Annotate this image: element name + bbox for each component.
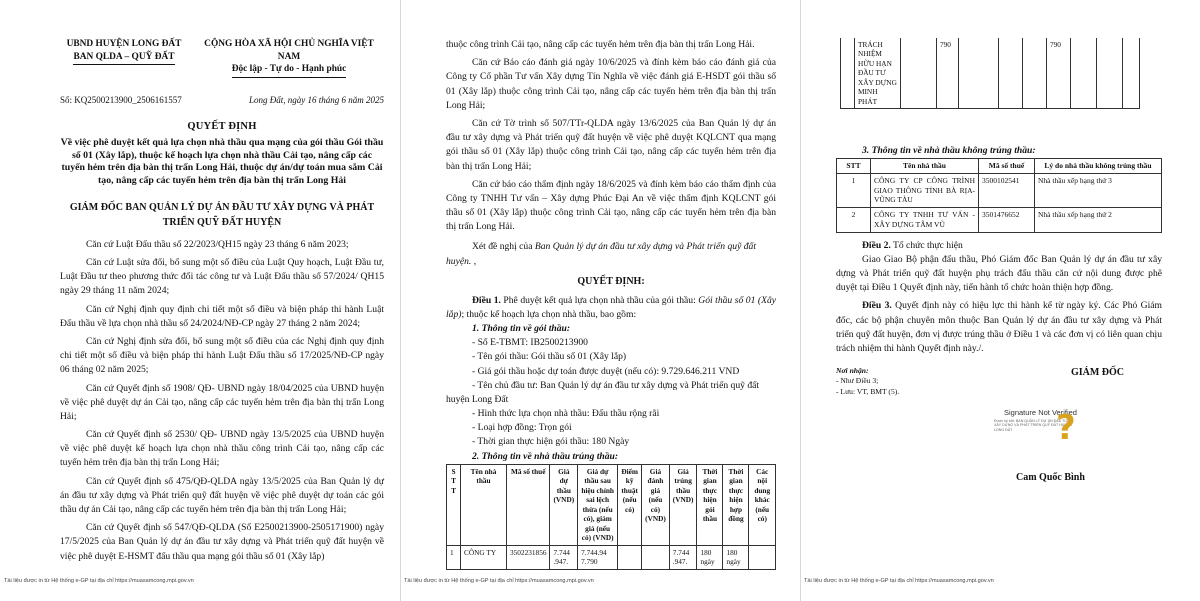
table-cell: 3501476652 — [979, 208, 1035, 233]
legal-basis: Căn cứ Quyết định số 475/QĐ-QLDA ngày 13/5/2025 của Ban Quản lý dự án đầu tư xây dựng và Phát triển quỹ đất huyện về việc phê duyệt dự toán các gói thầu dự án Cải tạo, nâng cấp các tuyến hẻm trên địa bàn thị trấn Long Hải; — [60, 475, 384, 516]
decision-heading: QUYẾT ĐỊNH: — [577, 275, 645, 287]
tender-info-item: - Tên chủ đầu tư: Ban Quản lý dự án đầu tư xây dựng và Phát triển quỹ đất huyện Long Đất — [446, 379, 760, 405]
article-2-body: Giao Giao Bộ phận đấu thầu, Phó Giám đốc Ban Quản lý dự án đầu tư xây dựng và Phát triển quỹ đất huyện phụ trách đấu thầu căn cứ nội dung được phê duyệt tại Điều 1 Quyết định này, tiến hành tổ chức hoàn thiện hợp đồng. — [836, 253, 1162, 294]
article-1: Điều 1. Phê duyệt kết quả lựa chọn nhà thầu của gói thầu: Gói thầu số 01 (Xây lắp); thuộc kế hoạch lựa chọn nhà thầu, bao gồm: — [446, 294, 777, 320]
signature-status: Signature Not Verified — [1004, 407, 1077, 417]
table-cell: 1 — [447, 545, 461, 569]
section-3-title: 3. Thông tin về nhà thầu không trúng thầu: — [862, 145, 1036, 156]
table-header: Giá trúng thầu (VND) — [669, 464, 697, 545]
table-header-row — [837, 159, 1162, 174]
intro-paragraph: Căn cứ báo cáo thẩm định ngày 18/6/2025 và đính kèm báo cáo thẩm định của Công ty TNHH Tư vấn – Xây dựng Phúc Đại An về việc thẩm định KQLCNT gói thầu số 01 (Xây lắp) thuộc công trình Cải tạo, nâng cấp các tuyến hẻm trên địa bàn thị trấn Long Hải. — [446, 178, 776, 233]
table-cell: CÔNG TY — [461, 545, 507, 569]
table-header-row — [447, 464, 776, 545]
table-cell — [642, 545, 670, 569]
recipient-item: - Như Điều 3; — [836, 376, 879, 386]
recipients-title: Nơi nhận: — [836, 366, 869, 376]
table-header: Thời gian thực hiện hợp đồng — [723, 464, 749, 545]
national-motto: CỘNG HÒA XÃ HỘI CHỦ NGHĨA VIỆT NAM Độc lập - Tự do - Hạnh phúc — [194, 38, 384, 78]
table-header: Tên nhà thầu — [461, 464, 507, 545]
legal-basis: Căn cứ Quyết định số 1908/ QĐ- UBND ngày 18/04/2025 của UBND huyện về việc phê duyệt dự án Cải tạo, nâng cấp các tuyến hẻm trên địa bàn thị trấn Long Hải; — [60, 382, 384, 422]
section-1-title: 1. Thông tin về gói thầu: — [472, 322, 571, 334]
table-cell: 180 ngày — [697, 545, 723, 569]
agency-heading: GIÁM ĐỐC BAN QUẢN LÝ DỰ ÁN ĐẦU TƯ XÂY DỰNG VÀ PHÁT TRIỂN QUỸ ĐẤT HUYỆN — [69, 201, 375, 228]
article-3: Điều 3. Quyết định này có hiệu lực thi hành kể từ ngày ký. Các Phó Giám đốc, các bộ phận chuyên môn thuộc Ban Quản lý dự án đầu tư xây dựng và Phát triển quỹ đất huyện, đơn vị được trúng thầu ở Điều 1 và các đơn vị có liên quan chịu trách nhiệm thi hành Quyết định này./. — [836, 300, 1162, 354]
footer-note: Tài liệu được in từ Hệ thống e-GP tại địa chỉ https://muasamcong.mpi.gov.vn — [4, 577, 194, 584]
table-header: Điểm kỹ thuật (nếu có) — [618, 464, 642, 545]
legal-basis: Căn cứ Nghị định quy định chi tiết một số điều và biện pháp thi hành Luật Đấu thầu về lựa chọn nhà thầu số 24/2024/NĐ-CP ngày 27 tháng 2 năm 2024; — [60, 303, 384, 329]
table-header: Lý do nhà thầu không trúng thầu — [1035, 159, 1162, 174]
table-header: Mã số thuế — [979, 159, 1035, 174]
intro-paragraph: thuộc công trình Cải tạo, nâng cấp các tuyến hẻm trên địa bàn thị trấn Long Hải. — [446, 39, 755, 50]
page-1 — [0, 0, 400, 601]
table-header: Thời gian thực hiện gói thầu — [697, 464, 723, 545]
table-cell: 3502231856 — [507, 545, 550, 569]
table-cell: CÔNG TY TNHH TƯ VẤN - XÂY DỰNG TÂM VŨ — [871, 208, 979, 233]
page-3 — [800, 0, 1200, 601]
question-mark-icon: ? — [1056, 407, 1076, 448]
table-header: Giá dự thầu sau hiệu chỉnh sai lệch thừa (nếu có), giảm giá (nếu có) (VND) — [578, 464, 618, 545]
table-row — [837, 173, 1162, 207]
table-header: Tên nhà thầu — [871, 159, 979, 174]
article-2: Điều 2. Tổ chức thực hiện — [862, 239, 963, 251]
table-header: Giá đánh giá (nếu có) (VND) — [642, 464, 670, 545]
table-cell: 180 ngày — [723, 545, 749, 569]
table-row — [447, 545, 776, 569]
section-2-title: 2. Thông tin về nhà thầu trúng thầu: — [472, 450, 619, 462]
table-cell: 7.744.94 7.790 — [578, 545, 618, 569]
recipients-block — [836, 366, 899, 397]
table-cell: 790 — [937, 38, 959, 109]
page-2 — [400, 0, 800, 601]
table-header: STT — [837, 159, 871, 174]
tender-info-item: - Tên gói thầu: Gói thầu số 01 (Xây lắp) — [472, 351, 627, 363]
tender-info-item: - Giá gói thầu hoặc dự toán được duyệt (nếu có): 9.729.646.211 VND — [472, 365, 740, 377]
table-header: Các nội dung khác (nếu có) — [749, 464, 776, 545]
table-row — [837, 208, 1162, 233]
document-header — [60, 38, 384, 78]
signer-title: GIÁM ĐỐC — [1070, 367, 1124, 379]
document-meta — [60, 94, 384, 107]
place-date: Long Đất, ngày 16 tháng 6 năm 2025 — [249, 95, 384, 106]
recipient-item: - Lưu: VT, BMT (5). — [836, 386, 900, 396]
table-cell: CÔNG TY CP CÔNG TRÌNH GIAO THÔNG TỈNH BÀ RỊA-VŨNG TÀU — [871, 173, 979, 207]
issuing-agency: UBND HUYỆN LONG ĐẤT BAN QLDA – QUỸ ĐẤT — [60, 38, 188, 78]
table-cell — [618, 545, 642, 569]
footer-note: Tài liệu được in từ Hệ thống e-GP tại địa chỉ https://muasamcong.mpi.gov.vn — [404, 577, 594, 584]
table-header: Mã số thuế — [507, 464, 550, 545]
legal-basis: Căn cứ Luật sửa đổi, bổ sung một số điều của Luật Quy hoạch, Luật Đầu tư, Luật Đầu tư theo phương thức đối tác công tư và Luật Đấu thầu số 57/2024/ QH15 ngày 29 tháng 11 năm 2024; — [60, 257, 384, 297]
document-subtitle: Về việc phê duyệt kết quả lựa chọn nhà thầu qua mạng của gói thầu Gói thầu số 01 (Xây lắp), thuộc kế hoạch lựa chọn nhà thầu Cải tạo, nâng cấp các tuyến hẻm trên địa bàn thị trấn Long Hải, thuộc dự án/dự toán mua sắm Cải tạo, nâng cấp các tuyến hẻm trên địa bàn thị trấn Long Hải — [60, 136, 384, 187]
document-title: QUYẾT ĐỊNH — [187, 121, 257, 133]
table-cell: 3500102541 — [979, 173, 1035, 207]
table-cell: TRÁCH NHIỆM HỮU HẠN ĐẦU TƯ XÂY DỰNG MINH PHÁT — [855, 38, 901, 109]
legal-basis: Căn cứ Nghị định sửa đổi, bổ sung một số điều của các Nghị định quy định chi tiết một số điều và biện pháp thi hành Luật Đấu thầu số 17/2025/NĐ-CP ngày 06 tháng 02 năm 2025; — [60, 335, 384, 376]
proposal-line: Xét đề nghị của Ban Quản lý dự án đầu tư xây dựng và Phát triển quỹ đất huyện. , — [446, 241, 757, 267]
tender-info-item: - Loại hợp đồng: Trọn gói — [472, 422, 572, 434]
signer-name: Cam Quốc Bình — [1016, 471, 1085, 483]
table-cell: Nhà thầu xếp hạng thứ 2 — [1035, 208, 1162, 233]
signature-section — [836, 362, 1162, 397]
digital-signature-stamp — [986, 407, 1116, 469]
winning-bidder-table — [446, 464, 776, 570]
table-cell: 1 — [837, 173, 871, 207]
signature-detail: Được ký bởi: BAN QUẢN LÝ DỰ ÁN ĐẦU TƯ XÂY DỰNG VÀ PHÁT TRIỂN QUỸ ĐẤT HUYỆN LONG ĐẤT — [994, 418, 1072, 432]
table-cell: 7.744 .947. — [669, 545, 697, 569]
losing-bidder-table — [836, 158, 1162, 233]
tender-info-item: - Hình thức lựa chọn nhà thầu: Đấu thầu rộng rãi — [472, 408, 660, 420]
tender-info-item: - Thời gian thực hiện gói thầu: 180 Ngày — [472, 436, 630, 448]
table-cell: 7.744 .947. — [550, 545, 578, 569]
table-cell: Nhà thầu xếp hạng thứ 3 — [1035, 173, 1162, 207]
table-row — [841, 38, 1140, 109]
legal-basis: Căn cứ Luật Đấu thầu số 22/2023/QH15 ngày 23 tháng 6 năm 2023; — [86, 238, 349, 250]
legal-basis: Căn cứ Quyết định số 2530/ QĐ- UBND ngày 13/5/2025 của UBND huyện về việc phê duyệt kế hoạch lựa chọn nhà thầu công trình Cải tạo, nâng cấp các tuyến hẻm trên địa bàn thị trấn Long Hải; — [60, 429, 384, 469]
footer-note: Tài liệu được in từ Hệ thống e-GP tại địa chỉ https://muasamcong.mpi.gov.vn — [804, 577, 994, 584]
continued-table — [840, 38, 1140, 109]
table-cell — [749, 545, 776, 569]
table-header: Giá dự thầu (VND) — [550, 464, 578, 545]
document-number: Số: KQ2500213900_2506161557 — [60, 95, 182, 106]
tender-info-item: - Số E-TBMT: IB2500213900 — [472, 337, 588, 349]
intro-paragraph: Căn cứ Tờ trình số 507/TTr-QLDA ngày 13/6/2025 của Ban Quản lý dự án đầu tư xây dựng và Phát triển quỹ đất huyện về việc phê duyệt KQLCNT qua mạng gói thầu số 01 (Xây lắp) thuộc công trình Cải tạo, nâng cấp các tuyến hẻm trên địa bàn thị trấn Long Hải; — [446, 117, 776, 172]
table-cell: 2 — [837, 208, 871, 233]
intro-paragraph: Căn cứ Báo cáo đánh giá ngày 10/6/2025 và đính kèm báo cáo đánh giá của Công ty Cổ phần Tư vấn Xây dựng Tín Nghĩa về việc đánh giá E-HSDT gói thầu số 01 (Xây lắp) thuộc công trình Cải tạo, nâng cấp các tuyến hẻm trên địa bàn thị trấn Long Hải; — [446, 57, 776, 111]
table-header: S T T — [447, 464, 461, 545]
legal-basis: Căn cứ Quyết định số 547/QĐ-QLDA (Số E2500213900-2505171900) ngày 17/5/2025 của Ban Quản lý dự án đầu tư xây dựng và Phát triển quỹ đất huyện về việc phê duyệt E-HSMT đấu thầu qua mạng gói thầu số 01 (Xây lắp) — [60, 522, 384, 562]
table-cell: 790 — [1047, 38, 1071, 109]
